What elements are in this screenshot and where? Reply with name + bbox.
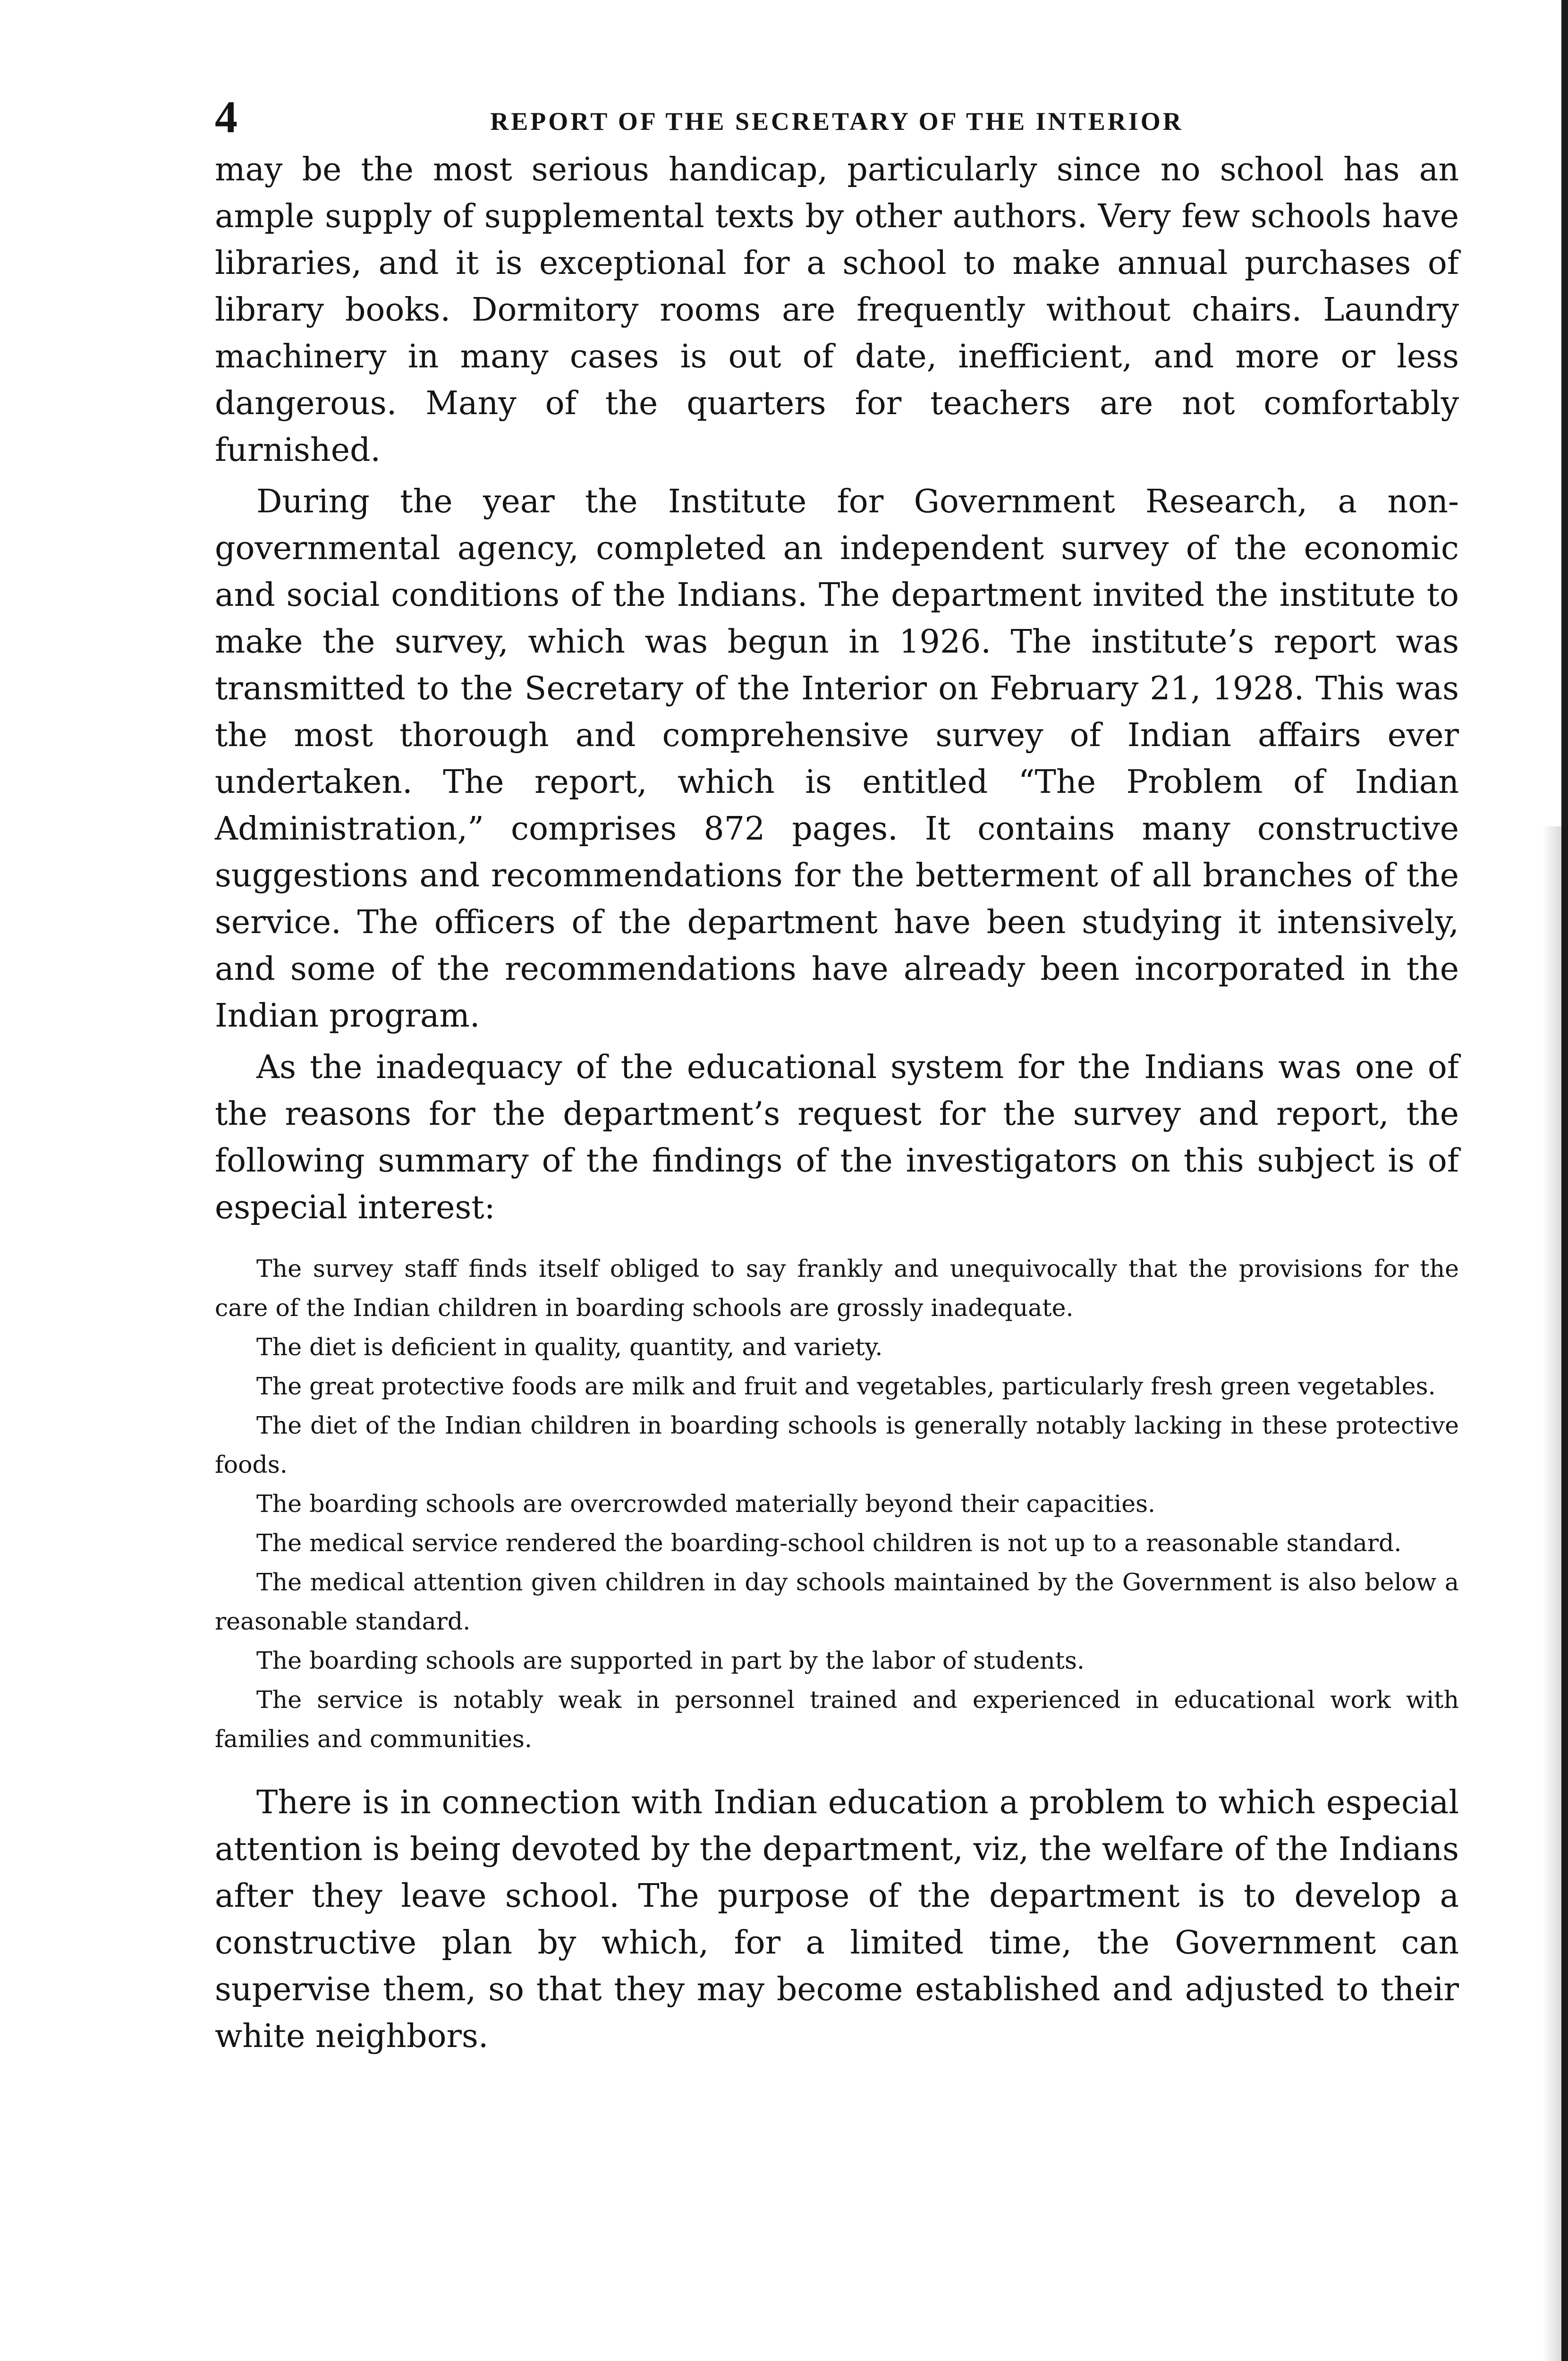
finding-item: The boarding schools are supported in part by the labor of students.: [256, 1647, 1085, 1674]
finding-item: The great protective foods are milk and fruit and vegetables, particularly fresh green vegetables.: [256, 1372, 1436, 1400]
body-text: [215, 146, 1459, 1231]
finding-item: The boarding schools are overcrowded materially beyond their capacities.: [256, 1490, 1156, 1518]
paragraph-survey: During the year the Institute for Government Research, a non-governmental agency, completed an independent survey of the economic and social conditions of the Indians. The department invited the institute to make the survey, which was begun in 1926. The institute’s report was transmitted to the Secretary of the Interior on February 21, 1928. This was the most thorough and comprehensive survey of Indian affairs ever undertaken. The report, which is entitled “The Problem of Indian Administration,” comprises 872 pages. It contains many constructive suggestions and recommendations for the betterment of all branches of the service. The officers of the department have been studying it intensively, and some of the recommendations have already been incorporated in the Indian program.: [215, 483, 1459, 1035]
finding-item: The diet is deficient in quality, quantity, and variety.: [256, 1333, 883, 1361]
closing-section: [215, 1779, 1459, 2060]
finding-item: The medical service rendered the boarding-school children is not up to a reasonable standard.: [256, 1529, 1402, 1557]
finding-item: The medical attention given children in day schools maintained by the Government is also below a reasonable standard.: [215, 1568, 1459, 1635]
finding-item: The diet of the Indian children in boarding schools is generally notably lacking in these protective foods.: [215, 1411, 1459, 1478]
page-number: 4: [215, 92, 237, 142]
paragraph-continued: may be the most serious handicap, particularly since no school has an ample supply of supplemental texts by other authors. Very few schools have libraries, and it is exceptional for a school to make annual purchases of library books. Dormitory rooms are frequently without chairs. Laundry machinery in many cases is out of date, inefficient, and more or less dangerous. Many of the quarters for teachers are not comfortably furnished.: [215, 151, 1459, 469]
binding-shadow: [1543, 826, 1561, 2361]
header-title: REPORT OF THE SECRETARY OF THE INTERIOR: [490, 107, 1184, 136]
finding-item: The survey staff finds itself obliged to say frankly and unequivocally that the provisions for the care of the Indian children in boarding schools are grossly inadequate.: [215, 1255, 1459, 1322]
running-head: [215, 90, 1459, 146]
paragraph-summary-intro: As the inadequacy of the educational system for the Indians was one of the reasons for the department’s request for the survey and report, the following summary of the findings of the investigators on this subject is of especial interest:: [215, 1049, 1459, 1226]
finding-item: The service is notably weak in personnel trained and experienced in educational work with families and communities.: [215, 1686, 1459, 1753]
quoted-findings: [215, 1249, 1459, 1758]
paragraph-closing: There is in connection with Indian education a problem to which especial attention is being devoted by the department, viz, the welfare of the Indians after they leave school. The purpose of the department is to develop a constructive plan by which, for a limited time, the Government can supervise them, so that they may become established and adjusted to their white neighbors.: [215, 1784, 1459, 2055]
page-edge-right: [1561, 0, 1568, 2361]
page-column: [215, 90, 1459, 2060]
